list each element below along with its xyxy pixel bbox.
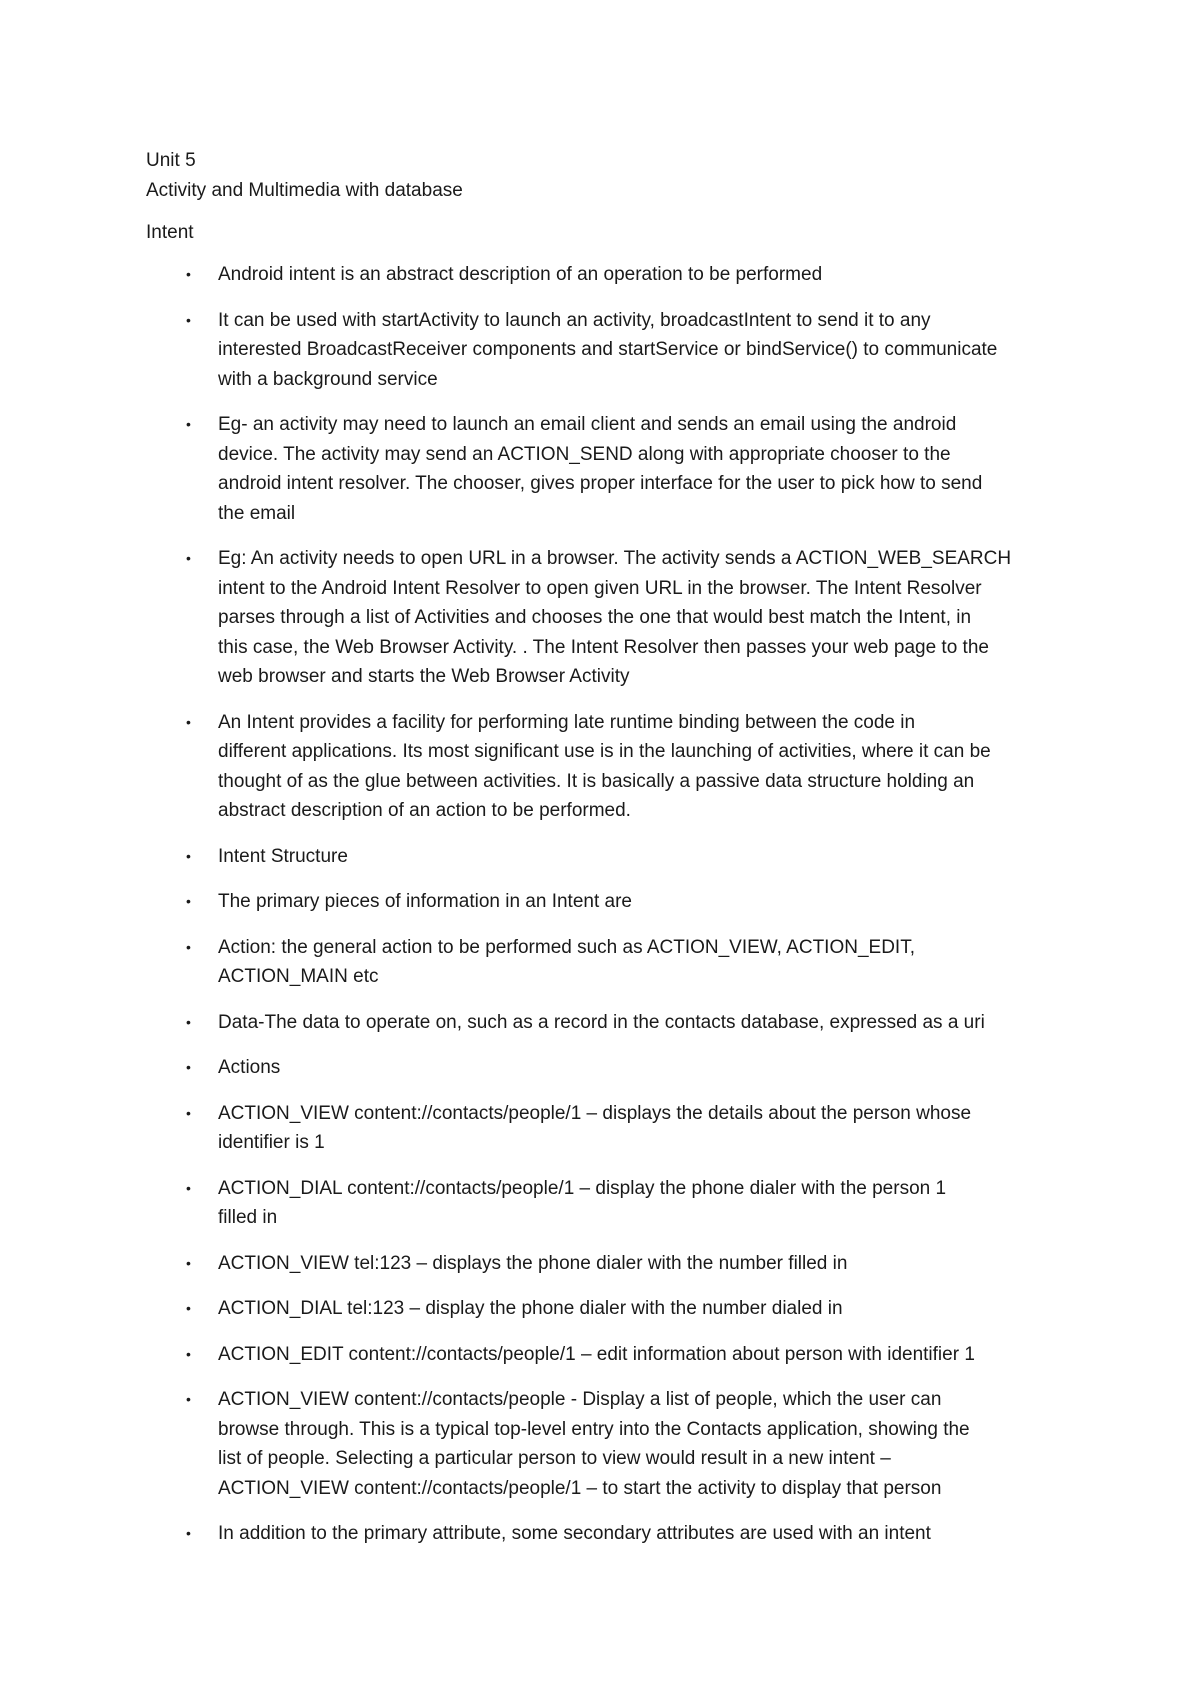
bullet-icon: •	[186, 847, 191, 864]
bullet-icon: •	[186, 1345, 191, 1362]
bullet-line: different applications. Its most significant use is in the launching of activities, where it can be	[218, 741, 991, 762]
list-item	[146, 260, 1066, 290]
bullet-text	[218, 1385, 1066, 1503]
unit-title: Unit 5	[146, 150, 196, 171]
bullet-icon: •	[186, 1254, 191, 1271]
list-item	[146, 1519, 1066, 1549]
bullet-line: ACTION_VIEW content://contacts/people/1 – to start the activity to display that person	[218, 1477, 942, 1499]
bullet-icon: •	[186, 266, 191, 282]
list-item	[146, 1099, 1066, 1158]
list-item	[146, 1294, 1066, 1324]
bullet-icon: •	[186, 938, 191, 955]
list-item	[146, 1053, 1066, 1083]
bullet-text	[218, 1008, 1066, 1038]
bullet-text	[218, 1519, 1066, 1549]
bullet-text	[218, 544, 1066, 692]
list-item	[146, 410, 1066, 528]
section-title: Intent	[146, 222, 194, 243]
bullet-icon: •	[186, 1300, 191, 1316]
bullet-line: filled in	[218, 1207, 278, 1228]
bullet-line: In addition to the primary attribute, some secondary attributes are used with an intent	[218, 1523, 931, 1544]
list-item	[146, 933, 1066, 992]
bullet-icon: •	[186, 1525, 191, 1541]
bullet-text	[218, 306, 1066, 395]
list-item	[146, 1174, 1066, 1233]
bullet-icon: •	[186, 1179, 191, 1196]
bullet-text	[218, 1053, 1066, 1083]
bullet-icon: •	[186, 893, 191, 909]
bullet-text	[218, 1294, 1066, 1324]
bullet-line: Actions	[218, 1057, 281, 1078]
bullet-icon: •	[186, 416, 191, 432]
bullet-line: thought of as the glue between activities. It is basically a passive data structure holding an	[218, 770, 975, 792]
list-item	[146, 1385, 1066, 1503]
bullet-line: Eg- an activity may need to launch an email client and sends an email using the android	[218, 414, 957, 435]
bullet-line: It can be used with startActivity to launch an activity, broadcastIntent to send it to any	[218, 309, 931, 331]
bullet-icon: •	[186, 1013, 191, 1030]
bullet-line: the email	[218, 502, 296, 524]
bullet-icon: •	[186, 311, 191, 328]
bullet-line: ACTION_EDIT content://contacts/people/1 – edit information about person with identifier 1	[218, 1343, 975, 1365]
bullet-line: ACTION_DIAL tel:123 – display the phone dialer with the number dialed in	[218, 1298, 843, 1319]
bullet-line: android intent resolver. The chooser, gives proper interface for the user to pick how to send	[218, 473, 983, 494]
bullet-line: this case, the Web Browser Activity. . The Intent Resolver then passes your web page to the	[218, 636, 989, 658]
bullet-line: with a background service	[218, 368, 438, 390]
bullet-text	[218, 1099, 1066, 1158]
bullet-icon: •	[186, 713, 191, 730]
bullet-line: An Intent provides a facility for performing late runtime binding between the code in	[218, 711, 916, 733]
bullet-line: ACTION_VIEW content://contacts/people/1 – displays the details about the person whose	[218, 1102, 972, 1124]
bullet-icon: •	[186, 1391, 191, 1407]
bullet-line: The primary pieces of information in an Intent are	[218, 891, 632, 912]
list-item	[146, 887, 1066, 917]
list-item	[146, 1340, 1066, 1370]
bullet-text	[218, 260, 1066, 290]
bullet-line: interested BroadcastReceiver components and startService or bindService() to communicate	[218, 339, 998, 360]
list-item	[146, 544, 1066, 692]
bullet-line: Intent Structure	[218, 845, 348, 867]
bullet-line: ACTION_MAIN etc	[218, 966, 379, 987]
bullet-line: parses through a list of Activities and chooses the one that would best match the Intent, in	[218, 607, 972, 628]
bullet-icon: •	[186, 1059, 191, 1075]
bullet-line: browse through. This is a typical top-level entry into the Contacts application, showing the	[218, 1418, 970, 1440]
bullet-text	[218, 1340, 1066, 1370]
document-content	[146, 146, 1066, 1565]
bullet-icon: •	[186, 550, 191, 566]
bullet-line: Action: the general action to be performed such as ACTION_VIEW, ACTION_EDIT,	[218, 936, 915, 958]
bullet-line: ACTION_DIAL content://contacts/people/1 – display the phone dialer with the person 1	[218, 1177, 947, 1199]
bullet-line: ACTION_VIEW tel:123 – displays the phone dialer with the number filled in	[218, 1252, 848, 1274]
bullet-line: ACTION_VIEW content://contacts/people - Display a list of people, which the user can	[218, 1389, 942, 1410]
bullet-line: list of people. Selecting a particular person to view would result in a new intent –	[218, 1448, 891, 1469]
bullet-list	[146, 260, 1066, 1549]
bullet-line: device. The activity may send an ACTION_SEND along with appropriate chooser to the	[218, 443, 951, 465]
bullet-text	[218, 842, 1066, 872]
bullet-line: abstract description of an action to be performed.	[218, 800, 631, 821]
bullet-text	[218, 1249, 1066, 1279]
list-item	[146, 708, 1066, 826]
bullet-text	[218, 1174, 1066, 1233]
bullet-text	[218, 410, 1066, 528]
bullet-line: Android intent is an abstract description of an operation to be performed	[218, 264, 823, 285]
list-item	[146, 842, 1066, 872]
bullet-text	[218, 887, 1066, 917]
bullet-line: Eg: An activity needs to open URL in a browser. The activity sends a ACTION_WEB_SEARCH	[218, 548, 1012, 569]
list-item	[146, 1249, 1066, 1279]
list-item	[146, 306, 1066, 395]
bullet-line: intent to the Android Intent Resolver to open given URL in the browser. The Intent Resolver	[218, 577, 982, 599]
bullet-line: Data-The data to operate on, such as a record in the contacts database, expressed as a uri	[218, 1011, 985, 1033]
list-item	[146, 1008, 1066, 1038]
bullet-line: web browser and starts the Web Browser Activity	[218, 666, 630, 687]
document-subtitle: Activity and Multimedia with database	[146, 180, 463, 201]
bullet-line: identifier is 1	[218, 1132, 325, 1153]
bullet-icon: •	[186, 1104, 191, 1121]
bullet-text	[218, 933, 1066, 992]
bullet-text	[218, 708, 1066, 826]
